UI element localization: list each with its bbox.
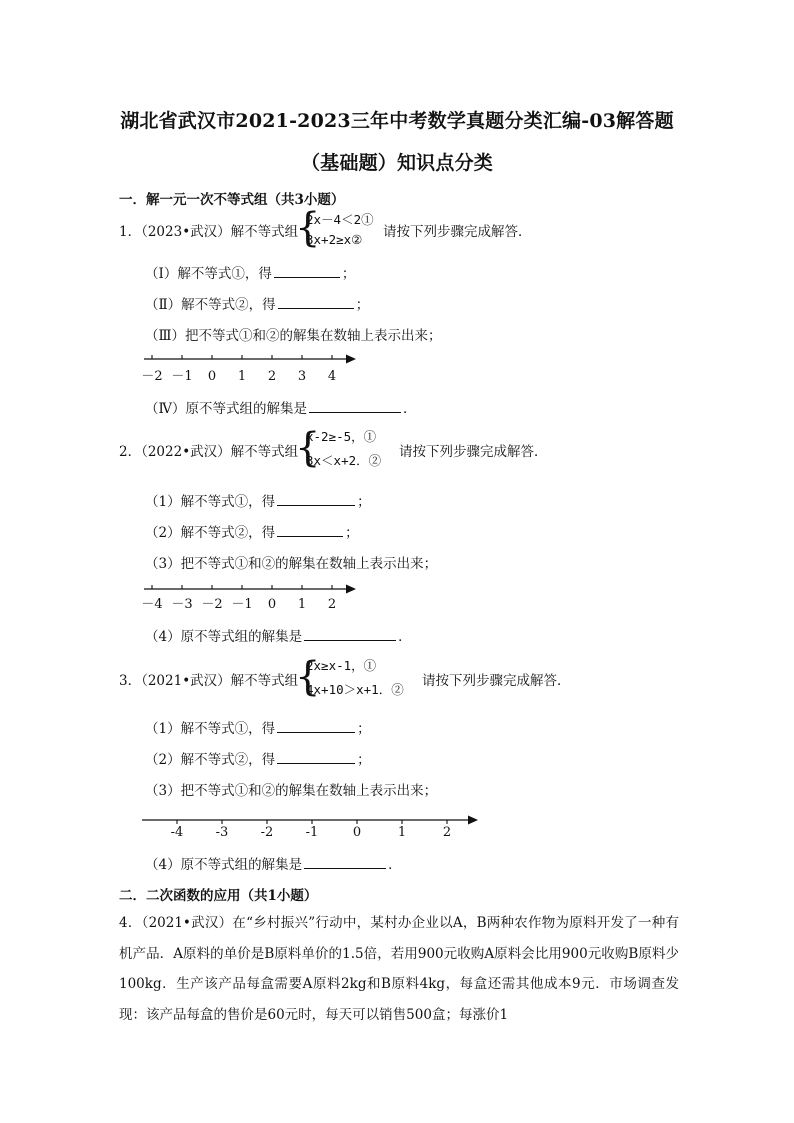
question-2-suffix: 请按下列步骤完成解答． [399, 444, 548, 460]
axis-tick-label: 0 [352, 825, 362, 840]
axis-tick-label: 1 [397, 825, 407, 840]
axis-tick-label: 3 [297, 369, 307, 384]
question-3-inequality-1: 2x≥x-1，① [306, 658, 377, 673]
system-brace: { [295, 205, 321, 251]
question-2-inequality-2: 3x＜x+2．② [306, 453, 382, 468]
question-3-step-4: （4）原不等式组的解集是 ． [145, 853, 402, 873]
question-2-prefix: 2．（2022•武汉）解不等式组 [119, 444, 299, 460]
question-1-inequality-1: 2x－4＜2① [306, 212, 374, 227]
axis-tick-label: -1 [305, 825, 319, 840]
question-2-step-3: （3）把不等式①和②的解集在数轴上表示出来； [145, 556, 438, 572]
question-1-step-2: （Ⅱ）解不等式②，得 ； [145, 293, 369, 313]
question-1-inequality-2: 3x+2≥x② [306, 232, 363, 247]
question-3-step-2: （2）解不等式②，得 ； [145, 748, 371, 768]
axis-tick-label: 0 [207, 369, 217, 384]
question-4-text: 4．（2021•武汉）在“乡村振兴”行动中，某村办企业以A，B两种农作物为原料开发了一种有机产品．A原料的单价是B原料单价的1.5倍，若用900元收购A原料会比用900元收购B原料少100kg．生产该产品每盒需要A原料2kg和B原料4kg，每盒还需其他成本9元．市场调查发现：该产品每盒的售价是60元时，每天可以销售500盒；每涨价1 [119, 915, 679, 1023]
axis-tick-label: －1 [231, 597, 253, 612]
question-3-step-3: （3）把不等式①和②的解集在数轴上表示出来； [145, 783, 438, 799]
document-title-line1: 湖北省武汉市2021-2023三年中考数学真题分类汇编-03解答题 [120, 110, 674, 132]
section-heading-1: 一．解一元一次不等式组（共3小题） [119, 192, 345, 208]
question-1-step-4: （Ⅳ）原不等式组的解集是 ． [145, 397, 417, 417]
question-3-step-1: （1）解不等式①，得 ； [145, 717, 371, 737]
system-brace: { [295, 425, 321, 471]
question-2-step-1: （1）解不等式①，得 ； [145, 490, 371, 510]
axis-tick-label: 1 [297, 597, 307, 612]
axis-tick-label: -3 [215, 825, 229, 840]
question-1-step-3: （Ⅲ）把不等式①和②的解集在数轴上表示出来； [145, 328, 442, 344]
axis-tick-label: 1 [237, 369, 247, 384]
axis-tick-label: 2 [327, 597, 337, 612]
axis-tick-label: -4 [170, 825, 184, 840]
axis-tick-label: －2 [141, 369, 163, 384]
question-1-step-1: （Ⅰ）解不等式①，得 ； [145, 262, 355, 282]
axis-tick-label: －1 [171, 369, 193, 384]
document-title-line2: （基础题）知识点分类 [300, 152, 493, 174]
axis-tick-label: 0 [267, 597, 277, 612]
question-2-step-2: （2）解不等式②，得 ； [145, 521, 359, 541]
question-1-suffix: 请按下列步骤完成解答． [383, 224, 532, 240]
question-2-step-4: （4）原不等式组的解集是 ． [145, 625, 412, 645]
system-brace: { [295, 654, 321, 700]
axis-tick-label: －4 [141, 597, 163, 612]
question-3-prefix: 3．（2021•武汉）解不等式组 [119, 673, 299, 689]
section-heading-2: 二．二次函数的应用（共1小题） [119, 888, 318, 904]
axis-tick-label: 2 [267, 369, 277, 384]
question-2-inequality-1: x-2≥-5，① [306, 429, 377, 444]
axis-tick-label: －3 [171, 597, 193, 612]
question-3-inequality-2: 4x+10＞x+1．② [306, 682, 404, 697]
axis-arrow [468, 816, 478, 825]
question-3-suffix: 请按下列步骤完成解答． [422, 673, 571, 689]
axis-tick-label: -2 [260, 825, 274, 840]
answer-blank[interactable] [304, 854, 386, 869]
axis-tick-label: －2 [201, 597, 223, 612]
question-1-prefix: 1．（2023•武汉）解不等式组 [119, 224, 299, 240]
axis-tick-label: 2 [442, 825, 452, 840]
axis-tick-label: 4 [327, 369, 337, 384]
